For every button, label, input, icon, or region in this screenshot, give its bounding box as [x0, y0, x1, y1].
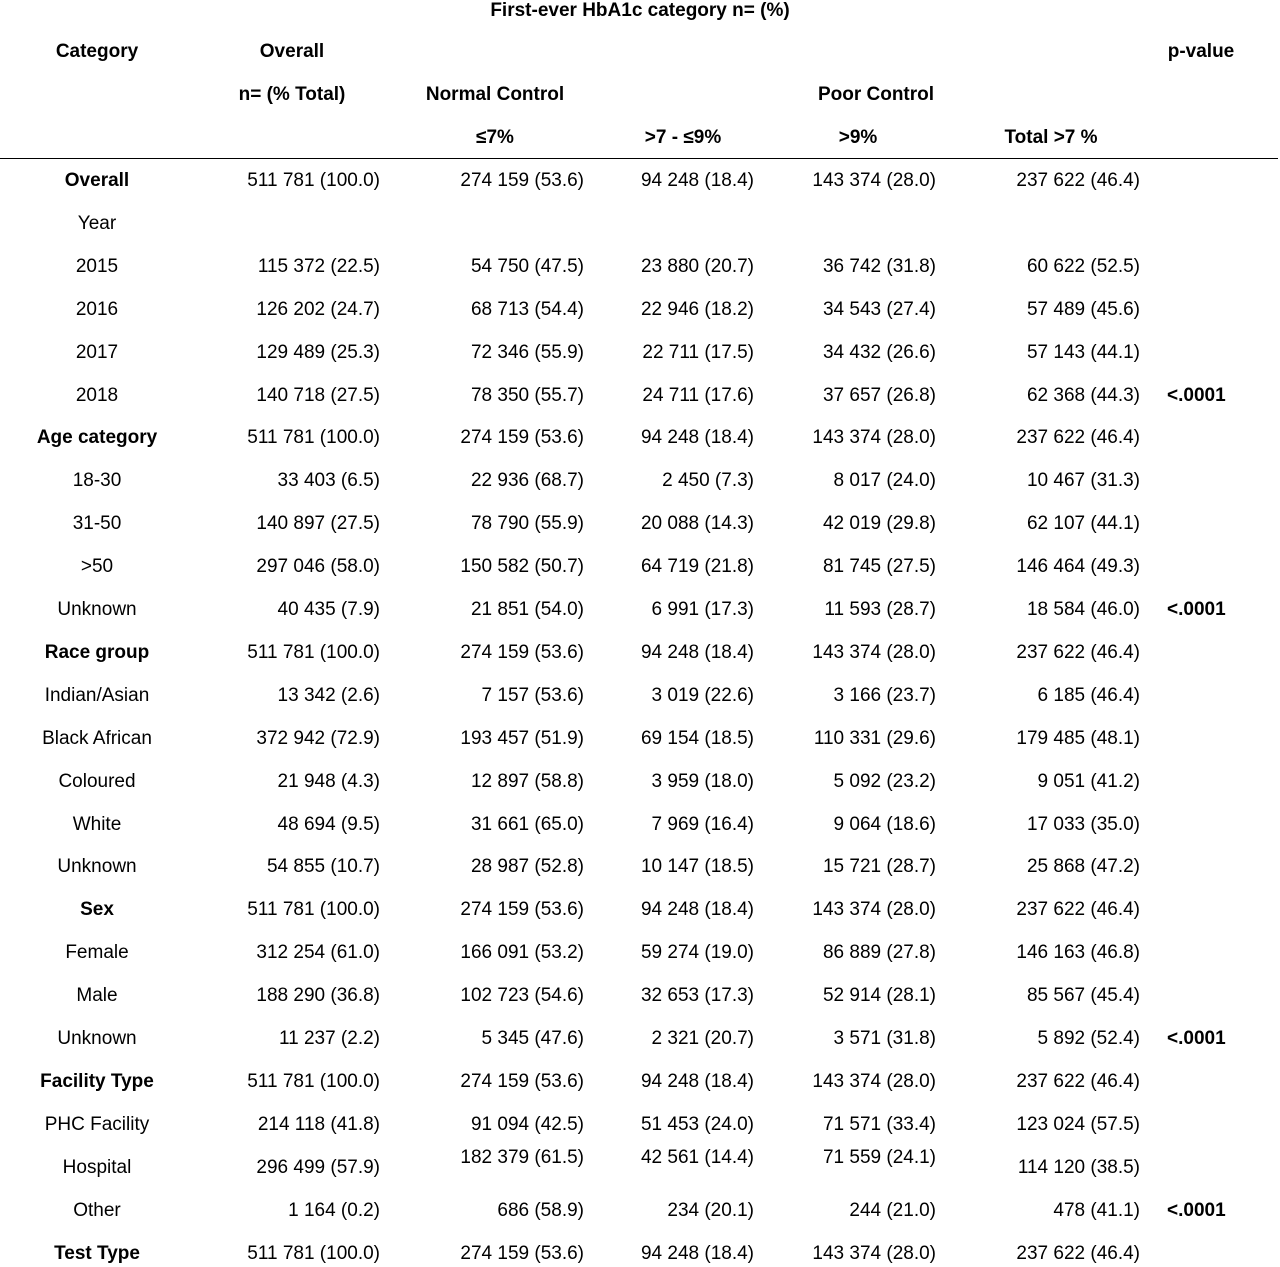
cell-gt9: 71 559 (24.1) — [822, 1146, 936, 1168]
cell-overall: 511 781 (100.0) — [247, 641, 380, 663]
cell-gt9: 71 571 (33.4) — [822, 1113, 936, 1135]
cell-le7: 72 346 (55.9) — [470, 341, 584, 363]
cell-overall: 511 781 (100.0) — [247, 1070, 380, 1092]
row-label: Male — [76, 985, 118, 1007]
cell-le7: 68 713 (54.4) — [470, 298, 584, 320]
cell-overall: 511 781 (100.0) — [247, 427, 380, 449]
cell-7to9: 234 (20.1) — [667, 1199, 754, 1221]
cell-gt9: 244 (21.0) — [849, 1199, 936, 1221]
cell-gt9: 52 914 (28.1) — [822, 985, 936, 1007]
cell-7to9: 59 274 (19.0) — [640, 942, 754, 964]
cell-7to9: 3 019 (22.6) — [651, 684, 754, 706]
cell-7to9: 2 450 (7.3) — [662, 470, 754, 492]
row-label: Facility Type — [40, 1070, 154, 1092]
row-label: 2015 — [75, 255, 119, 277]
table-super-title: First-ever HbA1c category n= (%) — [490, 0, 790, 21]
row-label: 2018 — [75, 384, 119, 406]
row-label: White — [72, 813, 122, 835]
cell-7to9: 3 959 (18.0) — [651, 770, 754, 792]
row-label: 18-30 — [72, 470, 122, 492]
cell-7to9: 94 248 (18.4) — [640, 170, 754, 191]
cell-7to9: 51 453 (24.0) — [640, 1113, 754, 1135]
cell-overall: 214 118 (41.8) — [257, 1113, 380, 1135]
cell-total-gt7: 146 163 (46.8) — [1016, 942, 1140, 964]
cell-gt9: 15 721 (28.7) — [822, 856, 936, 878]
cell-7to9: 20 088 (14.3) — [640, 513, 754, 535]
cell-le7: 686 (58.9) — [497, 1199, 584, 1221]
cell-gt9: 143 374 (28.0) — [812, 427, 936, 449]
row-label: 31-50 — [72, 513, 122, 535]
cell-gt9: 3 166 (23.7) — [833, 684, 936, 706]
cell-total-gt7: 9 051 (41.2) — [1037, 770, 1140, 792]
cell-total-gt7: 60 622 (52.5) — [1026, 255, 1140, 277]
cell-7to9: 22 946 (18.2) — [640, 298, 754, 320]
cell-total-gt7: 179 485 (48.1) — [1016, 727, 1140, 749]
cell-le7: 274 159 (53.6) — [460, 170, 584, 191]
cell-overall: 129 489 (25.3) — [256, 341, 380, 363]
cell-p-value: <.0001 — [1167, 599, 1226, 620]
cell-7to9: 2 321 (20.7) — [651, 1028, 754, 1049]
cell-total-gt7: 237 622 (46.4) — [1016, 899, 1140, 921]
cell-7to9: 69 154 (18.5) — [640, 727, 754, 749]
cell-7to9: 64 719 (21.8) — [640, 556, 754, 578]
cell-gt9: 143 374 (28.0) — [812, 899, 936, 921]
row-label: Other — [73, 1199, 121, 1221]
row-label: Age category — [36, 427, 158, 449]
header-normal-control: Normal Control — [425, 84, 565, 105]
cell-le7: 193 457 (51.9) — [460, 727, 584, 749]
cell-le7: 274 159 (53.6) — [460, 641, 584, 663]
cell-gt9: 9 064 (18.6) — [833, 813, 936, 835]
cell-overall: 40 435 (7.9) — [277, 599, 380, 620]
cell-total-gt7: 237 622 (46.4) — [1016, 170, 1140, 191]
cell-le7: 78 790 (55.9) — [470, 513, 584, 535]
cell-overall: 297 046 (58.0) — [256, 556, 380, 578]
cell-total-gt7: 10 467 (31.3) — [1026, 470, 1140, 492]
cell-7to9: 94 248 (18.4) — [640, 427, 754, 449]
cell-gt9: 143 374 (28.0) — [812, 1070, 936, 1092]
cell-p-value: <.0001 — [1167, 384, 1226, 406]
cell-le7: 166 091 (53.2) — [460, 942, 584, 964]
row-label: Unknown — [57, 1028, 137, 1049]
cell-le7: 21 851 (54.0) — [470, 599, 584, 620]
cell-gt9: 42 019 (29.8) — [822, 513, 936, 535]
cell-le7: 102 723 (54.6) — [460, 985, 584, 1007]
cell-total-gt7: 17 033 (35.0) — [1026, 813, 1140, 835]
cell-overall: 140 718 (27.5) — [256, 384, 380, 406]
header-category: Category — [55, 41, 139, 62]
cell-total-gt7: 478 (41.1) — [1053, 1199, 1140, 1221]
cell-total-gt7: 18 584 (46.0) — [1026, 599, 1140, 620]
cell-7to9: 10 147 (18.5) — [640, 856, 754, 878]
cell-total-gt7: 237 622 (46.4) — [1016, 427, 1140, 449]
cell-overall: 13 342 (2.6) — [277, 684, 380, 706]
header-rule — [0, 158, 1278, 159]
cell-7to9: 6 991 (17.3) — [651, 599, 754, 620]
row-label: >50 — [80, 556, 114, 578]
cell-overall: 48 694 (9.5) — [277, 813, 380, 835]
cell-overall: 312 254 (61.0) — [256, 942, 380, 964]
cell-p-value: <.0001 — [1167, 1199, 1226, 1221]
cell-gt9: 3 571 (31.8) — [833, 1028, 936, 1049]
cell-le7: 150 582 (50.7) — [460, 556, 584, 578]
header-overall: Overall — [259, 41, 325, 62]
cell-gt9: 11 593 (28.7) — [824, 599, 936, 620]
cell-overall: 511 781 (100.0) — [247, 1242, 380, 1264]
row-label: Hospital — [62, 1156, 132, 1178]
cell-7to9: 94 248 (18.4) — [640, 1242, 754, 1264]
cell-7to9: 42 561 (14.4) — [640, 1146, 754, 1168]
cell-gt9: 36 742 (31.8) — [822, 255, 936, 277]
cell-total-gt7: 237 622 (46.4) — [1016, 1070, 1140, 1092]
cell-overall: 296 499 (57.9) — [256, 1156, 380, 1178]
cell-overall: 115 372 (22.5) — [257, 255, 380, 277]
row-label: Overall — [64, 170, 130, 191]
cell-le7: 7 157 (53.6) — [481, 684, 584, 706]
cell-p-value: <.0001 — [1167, 1028, 1226, 1049]
cell-total-gt7: 62 107 (44.1) — [1026, 513, 1140, 535]
cell-total-gt7: 237 622 (46.4) — [1016, 1242, 1140, 1264]
cell-total-gt7: 57 489 (45.6) — [1026, 298, 1140, 320]
row-label: 2017 — [75, 341, 119, 363]
cell-7to9: 7 969 (16.4) — [651, 813, 754, 835]
cell-total-gt7: 123 024 (57.5) — [1016, 1113, 1140, 1135]
cell-le7: 78 350 (55.7) — [470, 384, 584, 406]
cell-total-gt7: 57 143 (44.1) — [1026, 341, 1140, 363]
row-label: Female — [65, 942, 129, 964]
header-col-gt9: >9% — [838, 127, 878, 148]
cell-overall: 11 237 (2.2) — [278, 1028, 380, 1049]
cell-7to9: 32 653 (17.3) — [640, 985, 754, 1007]
row-label: Black African — [42, 727, 152, 749]
cell-overall: 1 164 (0.2) — [288, 1199, 380, 1221]
cell-total-gt7: 237 622 (46.4) — [1016, 641, 1140, 663]
row-label: Year — [77, 212, 117, 234]
header-col-7to9: >7 - ≤9% — [644, 127, 722, 148]
cell-total-gt7: 62 368 (44.3) — [1026, 384, 1140, 406]
cell-7to9: 94 248 (18.4) — [640, 899, 754, 921]
cell-le7: 274 159 (53.6) — [460, 1242, 584, 1264]
cell-7to9: 22 711 (17.5) — [642, 341, 754, 363]
cell-overall: 126 202 (24.7) — [256, 298, 380, 320]
header-p-value: p-value — [1167, 41, 1235, 62]
cell-le7: 91 094 (42.5) — [470, 1113, 584, 1135]
row-label: Unknown — [57, 599, 137, 620]
cell-gt9: 37 657 (26.8) — [822, 384, 936, 406]
cell-total-gt7: 25 868 (47.2) — [1026, 856, 1140, 878]
cell-le7: 274 159 (53.6) — [460, 1070, 584, 1092]
header-poor-control: Poor Control — [817, 84, 935, 105]
cell-7to9: 94 248 (18.4) — [640, 1070, 754, 1092]
cell-7to9: 94 248 (18.4) — [640, 641, 754, 663]
cell-le7: 274 159 (53.6) — [460, 427, 584, 449]
row-label: Test Type — [54, 1242, 140, 1264]
cell-total-gt7: 85 567 (45.4) — [1026, 985, 1140, 1007]
cell-gt9: 5 092 (23.2) — [833, 770, 936, 792]
row-label: 2016 — [75, 298, 119, 320]
row-label: PHC Facility — [44, 1113, 150, 1135]
header-col-total-gt7: Total >7 % — [1004, 127, 1098, 148]
cell-gt9: 143 374 (28.0) — [812, 641, 936, 663]
row-label: Sex — [80, 899, 114, 921]
cell-le7: 274 159 (53.6) — [460, 899, 584, 921]
cell-7to9: 23 880 (20.7) — [640, 255, 754, 277]
cell-overall: 372 942 (72.9) — [256, 727, 380, 749]
cell-gt9: 8 017 (24.0) — [833, 470, 936, 492]
cell-le7: 54 750 (47.5) — [470, 255, 584, 277]
cell-overall: 33 403 (6.5) — [277, 470, 380, 492]
cell-gt9: 34 432 (26.6) — [822, 341, 936, 363]
cell-gt9: 143 374 (28.0) — [812, 1242, 936, 1264]
cell-gt9: 34 543 (27.4) — [822, 298, 936, 320]
cell-total-gt7: 6 185 (46.4) — [1037, 684, 1140, 706]
cell-gt9: 86 889 (27.8) — [822, 942, 936, 964]
cell-overall: 21 948 (4.3) — [277, 770, 380, 792]
cell-le7: 28 987 (52.8) — [470, 856, 584, 878]
cell-le7: 12 897 (58.8) — [470, 770, 584, 792]
cell-le7: 182 379 (61.5) — [460, 1146, 584, 1168]
cell-gt9: 81 745 (27.5) — [822, 556, 936, 578]
header-overall-sub: n= (% Total) — [238, 84, 346, 105]
cell-gt9: 110 331 (29.6) — [813, 727, 936, 749]
cell-overall: 54 855 (10.7) — [266, 856, 380, 878]
cell-total-gt7: 146 464 (49.3) — [1016, 556, 1140, 578]
cell-le7: 22 936 (68.7) — [470, 470, 584, 492]
cell-total-gt7: 114 120 (38.5) — [1017, 1156, 1140, 1178]
row-label: Indian/Asian — [44, 684, 150, 706]
cell-le7: 31 661 (65.0) — [470, 813, 584, 835]
header-col-le7: ≤7% — [476, 127, 514, 148]
cell-7to9: 24 711 (17.6) — [642, 384, 754, 406]
cell-total-gt7: 5 892 (52.4) — [1037, 1028, 1140, 1049]
row-label: Coloured — [58, 770, 136, 792]
cell-overall: 511 781 (100.0) — [247, 170, 380, 191]
row-label: Race group — [44, 641, 150, 663]
cell-overall: 511 781 (100.0) — [247, 899, 380, 921]
row-label: Unknown — [57, 856, 137, 878]
cell-overall: 188 290 (36.8) — [256, 985, 380, 1007]
cell-overall: 140 897 (27.5) — [256, 513, 380, 535]
cell-gt9: 143 374 (28.0) — [812, 170, 936, 191]
cell-le7: 5 345 (47.6) — [481, 1028, 584, 1049]
